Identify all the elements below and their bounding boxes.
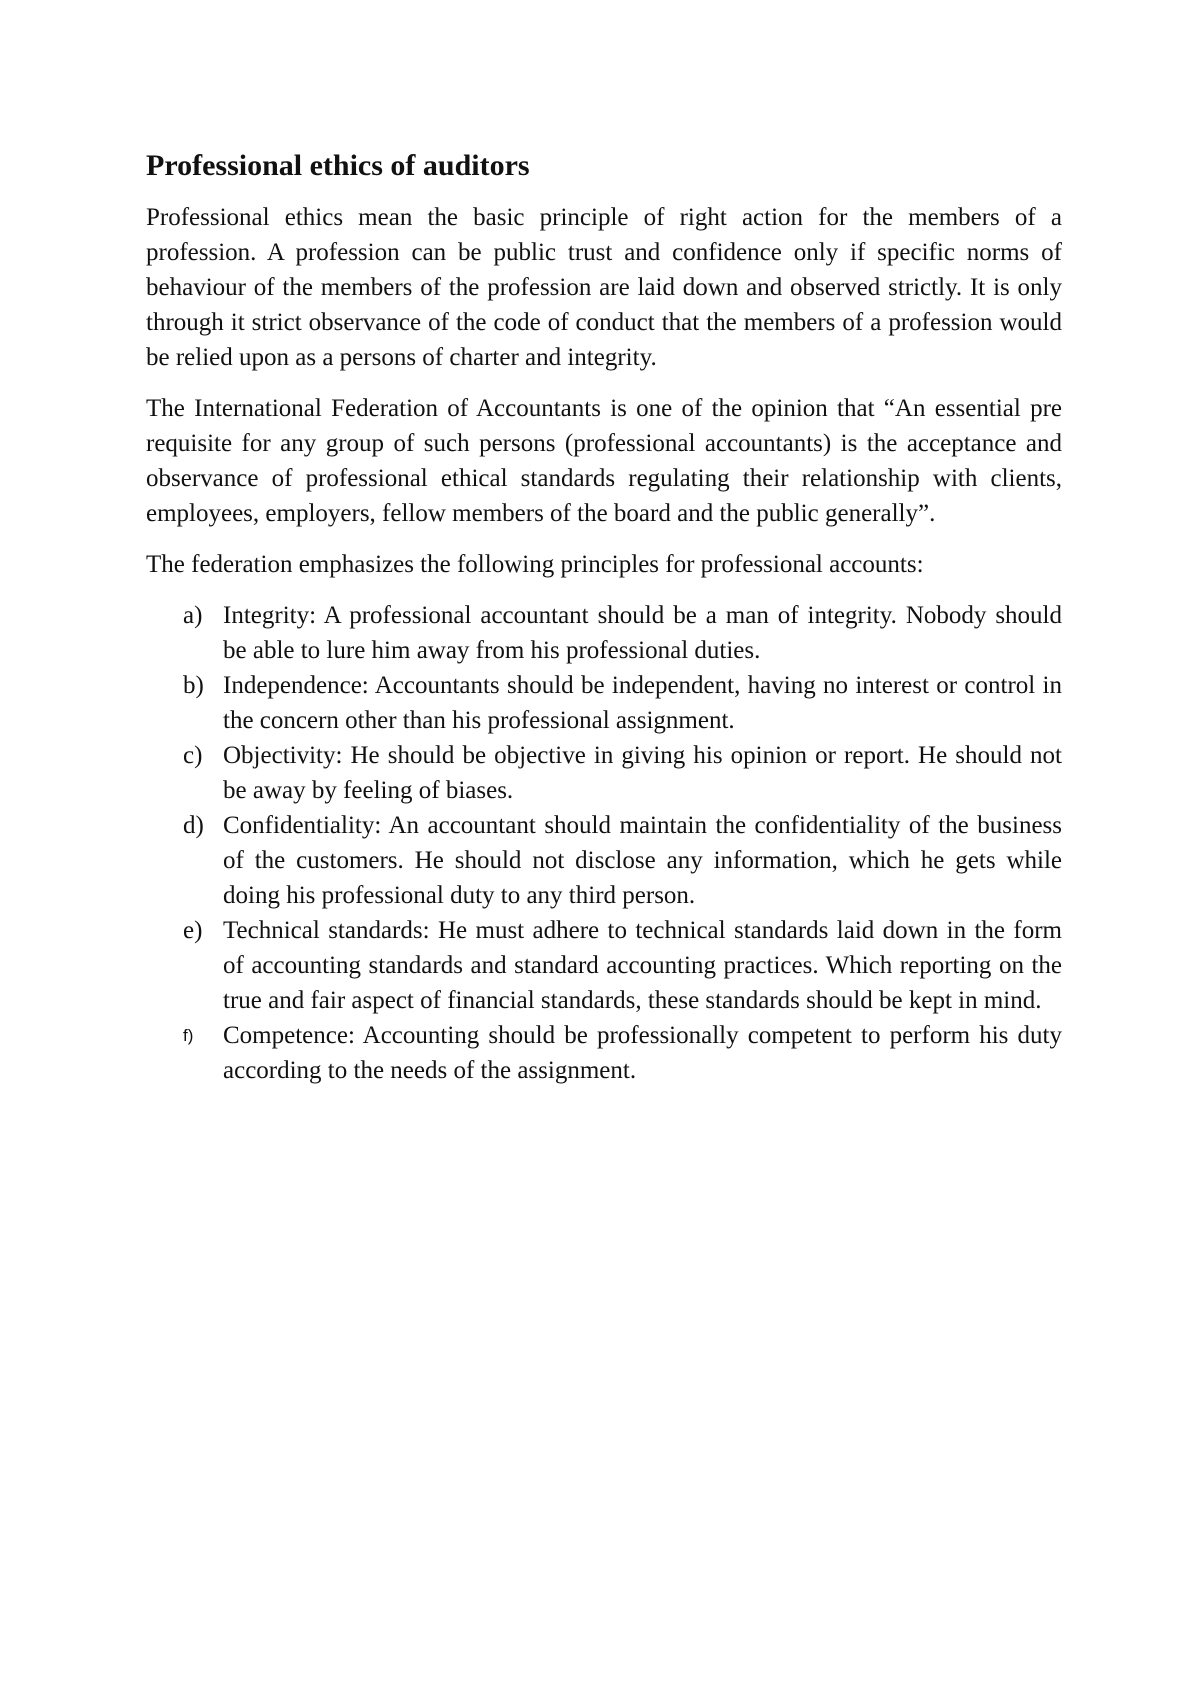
list-item-text: Integrity: A professional accountant should be a man of integrity. Nobody should be able to lure him away from his professional duties. [223, 602, 1062, 664]
list-marker: d) [183, 812, 204, 839]
document-title: Professional ethics of auditors [146, 149, 530, 182]
list-item-text: Technical standards: He must adhere to technical standards laid down in the form of accounting standards and standard accounting practices. Which reporting on the true and fair aspect of financial standards, these standards should be kept in mind. [223, 917, 1062, 1014]
list-item-text: Independence: Accountants should be independent, having no interest or control in the concern other than his professional assignment. [223, 672, 1062, 734]
list-marker: a) [183, 602, 203, 629]
list-item [146, 1018, 1062, 1088]
list-item [146, 598, 1062, 668]
list-marker: b) [183, 672, 204, 699]
list-marker: c) [183, 742, 203, 769]
list-item [146, 808, 1062, 913]
list-marker: e) [183, 917, 203, 944]
list-marker: f) [183, 1026, 194, 1045]
list-item-text: Confidentiality: An accountant should maintain the confidentiality of the business of the customers. He should not disclose any information, which he gets while doing his professional duty to any third person. [223, 812, 1062, 909]
list-item-text: Objectivity: He should be objective in giving his opinion or report. He should not be away by feeling of biases. [223, 742, 1062, 804]
ifac-quote-paragraph: The International Federation of Accountants is one of the opinion that “An essential pre requisite for any group of such persons (professional accountants) is the acceptance and observance of professional ethical standards regulating their relationship with clients, employees, employers, fellow members of the board and the public generally”. [146, 395, 1062, 527]
principles-intro-paragraph: The federation emphasizes the following principles for professional accounts: [146, 551, 924, 578]
list-item [146, 913, 1062, 1018]
list-item [146, 668, 1062, 738]
intro-paragraph: Professional ethics mean the basic principle of right action for the members of a profession. A profession can be public trust and confidence only if specific norms of behaviour of the members of the profession are laid down and observed strictly. It is only through it strict observance of the code of conduct that the members of a profession would be relied upon as a persons of charter and integrity. [146, 204, 1062, 371]
principles-list [146, 598, 1062, 1088]
document-content [146, 148, 1062, 1088]
list-item-text: Competence: Accounting should be professionally competent to perform his duty according to the needs of the assignment. [223, 1022, 1062, 1084]
list-item [146, 738, 1062, 808]
